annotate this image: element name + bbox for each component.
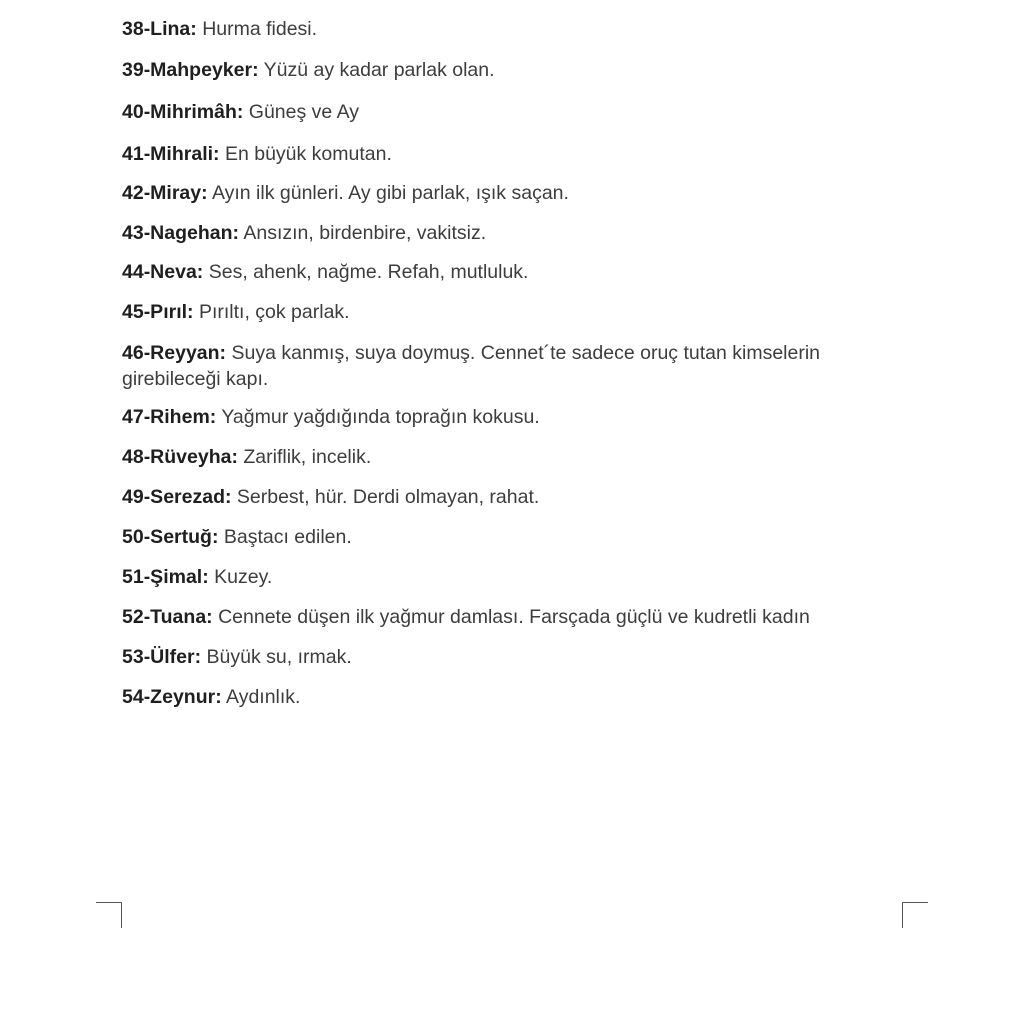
entry-name: 51-Şimal: [122,566,209,588]
entry-name: 49-Serezad: [122,486,232,508]
list-item [122,444,882,470]
entry-meaning: En büyük komutan. [224,143,392,165]
entry-meaning: Cennete düşen ilk yağmur damlası. Farsçada güçlü ve kudretli kadın [218,606,810,628]
entry-meaning: Yüzü ay kadar parlak olan. [263,59,495,81]
entry-name: 44-Neva: [122,261,204,283]
list-item [122,484,882,510]
entry-meaning: Ansızın, birdenbire, vakitsiz. [243,222,487,244]
entry-meaning: Ayın ilk günleri. Ay gibi parlak, ışık saçan. [211,182,569,204]
entry-meaning: Suya kanmış, suya doymuş. Cennet´te sadece oruç tutan kimselerin girebileceği kapı. [122,342,821,390]
entry-name: 40-Mihrimâh: [122,101,244,123]
list-item [122,340,882,392]
margin-crop-mark-right [902,902,928,928]
list-item [122,99,882,125]
entry-name: 53-Ülfer: [122,646,202,668]
entry-name: 43-Nagehan: [122,222,240,244]
list-item [122,16,882,42]
entry-meaning: Serbest, hür. Derdi olmayan, rahat. [236,486,540,508]
entry-meaning: Yağmur yağdığında toprağın kokusu. [221,406,540,428]
entry-meaning: Hurma fidesi. [202,18,318,40]
entry-name: 46-Reyyan: [122,342,227,364]
entry-meaning: Aydınlık. [226,686,301,708]
entry-name: 38-Lina: [122,18,197,40]
list-item [122,180,882,206]
list-item [122,524,882,550]
entry-name: 48-Rüveyha: [122,446,238,468]
entry-meaning: Güneş ve Ay [248,101,359,123]
entry-name: 50-Sertuğ: [122,526,219,548]
margin-crop-mark-left [96,902,122,928]
entry-meaning: Baştacı edilen. [223,526,352,548]
list-item [122,259,882,285]
entry-name: 54-Zeynur: [122,686,222,708]
entry-meaning: Büyük su, ırmak. [206,646,352,668]
entry-name: 39-Mahpeyker: [122,59,259,81]
list-item [122,404,882,430]
entry-meaning: Pırıltı, çok parlak. [198,301,350,323]
list-item [122,299,882,325]
entry-name: 45-Pırıl: [122,301,194,323]
list-item [122,684,882,710]
entry-name: 47-Rihem: [122,406,217,428]
list-item [122,604,882,630]
entry-name: 41-Mihrali: [122,143,220,165]
list-item [122,57,882,83]
list-item [122,220,882,246]
entry-name: 52-Tuana: [122,606,213,628]
entry-name: 42-Miray: [122,182,208,204]
entry-meaning: Kuzey. [214,566,273,588]
entry-meaning: Ses, ahenk, nağme. Refah, mutluluk. [208,261,529,283]
list-item [122,141,882,167]
list-item [122,564,882,590]
list-item [122,644,882,670]
entry-meaning: Zariflik, incelik. [243,446,372,468]
